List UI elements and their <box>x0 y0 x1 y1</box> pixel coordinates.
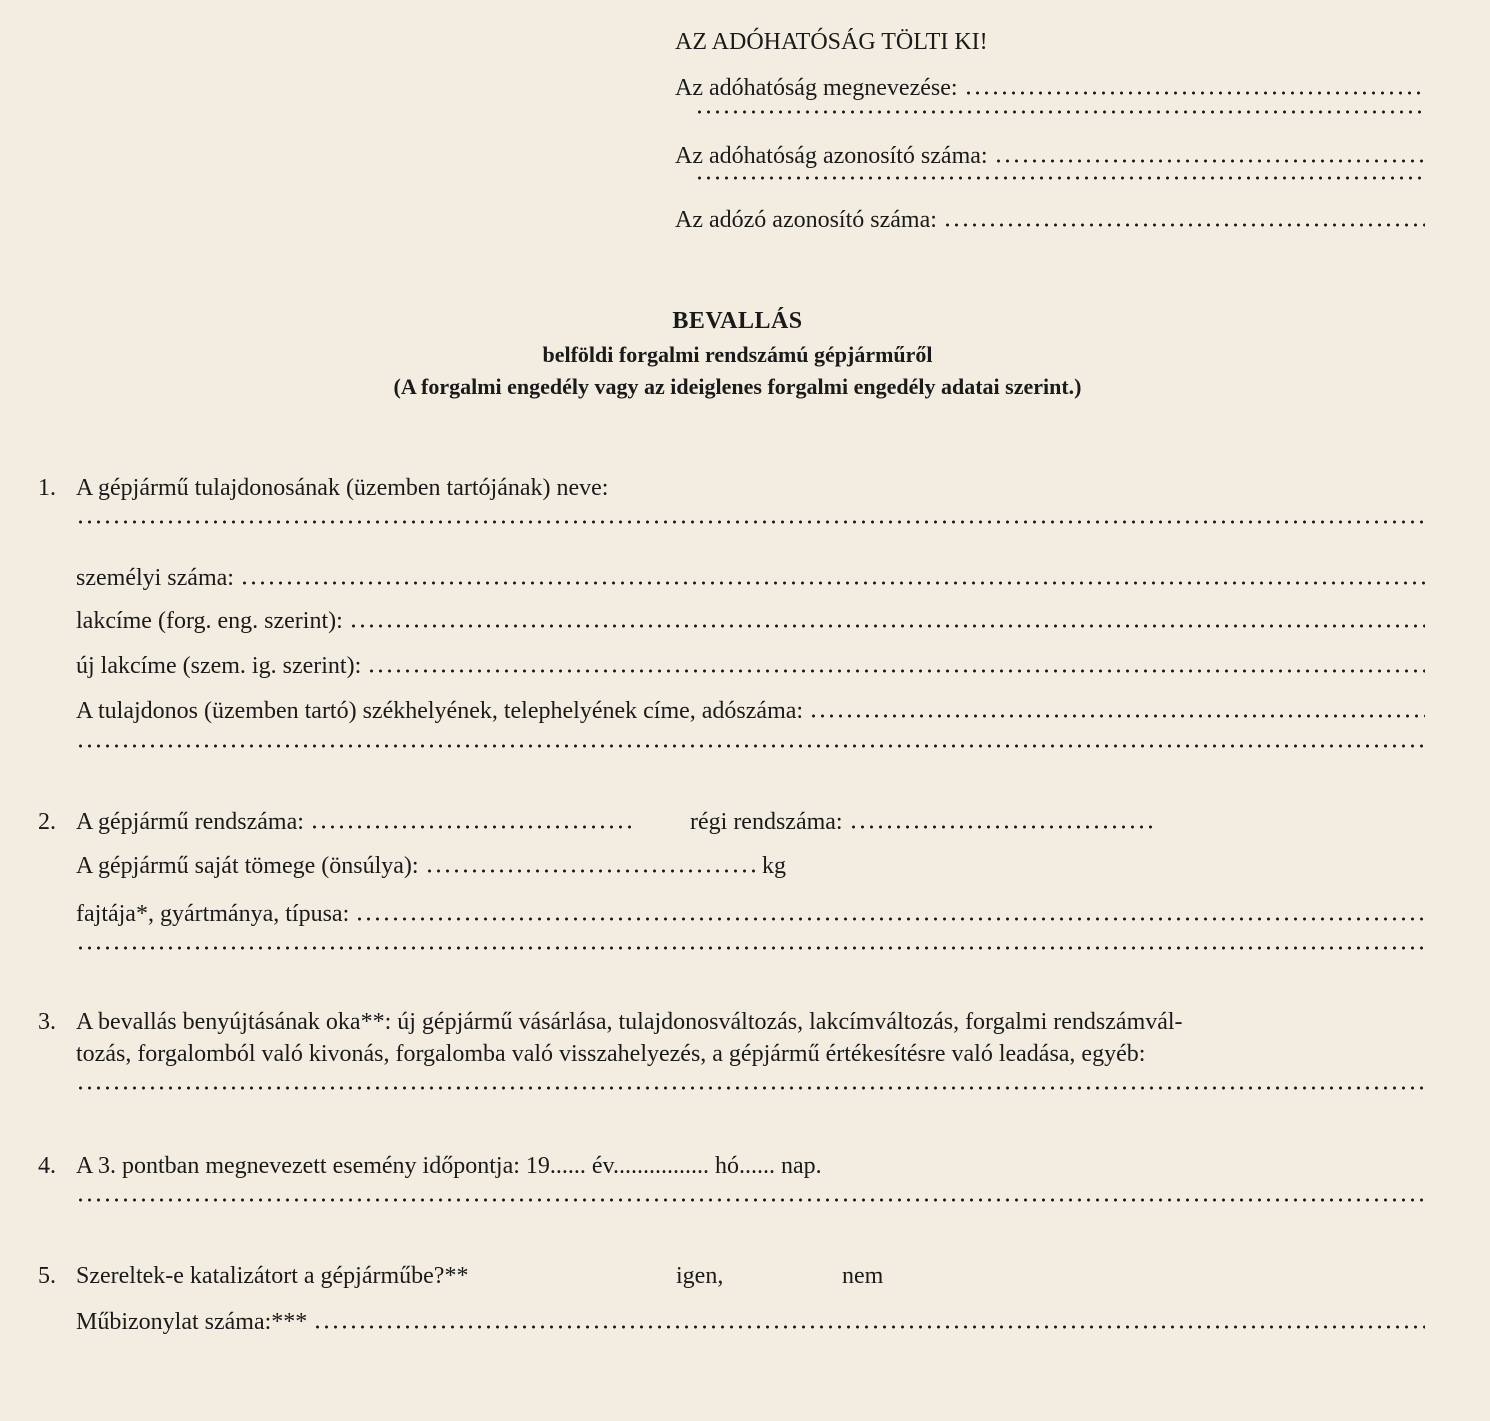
type-row2 <box>76 946 1425 950</box>
form-subtitle: belföldi forgalmi rendszámú gépjárműről <box>542 342 933 367</box>
event-date-label: A 3. pontban megnevezett esemény időpontja: 19...... év................ hó...... nap. <box>76 1153 822 1179</box>
seat-row2 <box>76 744 1425 748</box>
reason-row <box>76 1086 1425 1090</box>
seat-label: A tulajdonos (üzemben tartó) székhelyének, telephelyének címe, adószáma: <box>76 698 804 724</box>
taxpayer-id-field[interactable] <box>943 223 1425 227</box>
seat-field[interactable] <box>809 714 1425 718</box>
new-address-row <box>76 652 1425 680</box>
personal-number-label: személyi száma: <box>76 565 234 591</box>
type-field-2[interactable] <box>76 946 1425 950</box>
section5-number: 5. <box>38 1263 56 1289</box>
section1-number: 1. <box>38 475 56 501</box>
cert-field[interactable] <box>313 1325 1425 1329</box>
old-plate-row <box>690 808 1152 836</box>
owner-name-field[interactable] <box>76 520 1425 524</box>
address-field[interactable] <box>349 624 1425 628</box>
old-plate-field[interactable] <box>849 825 1152 829</box>
form-title: BEVALLÁS <box>672 308 803 334</box>
authority-id-field-2[interactable] <box>695 176 1425 180</box>
reason-line1: A bevallás benyújtásának oka**: új gépjármű vásárlása, tulajdonosváltozás, lakcímváltozás, forgalmi rendszámvál- <box>76 1009 1183 1035</box>
plate-label: A gépjármű rendszáma: <box>76 809 304 835</box>
address-row <box>76 607 1425 635</box>
authority-heading: AZ ADÓHATÓSÁG TÖLTI KI! <box>675 29 988 55</box>
event-field[interactable] <box>76 1198 1425 1202</box>
seat-row <box>76 697 1425 725</box>
weight-label: A gépjármű saját tömege (önsúlya): <box>76 853 419 879</box>
authority-name-row2 <box>695 110 1425 114</box>
cert-label: Műbizonylat száma:*** <box>76 1309 308 1335</box>
section2-number: 2. <box>38 809 56 835</box>
personal-number-row <box>76 564 1425 592</box>
section3-number: 3. <box>38 1009 56 1035</box>
plate-field[interactable] <box>310 825 636 829</box>
catalyst-no[interactable]: nem <box>842 1263 884 1289</box>
type-label: fajtája*, gyártmánya, típusa: <box>76 901 350 927</box>
catalyst-question: Szereltek-e katalizátort a gépjárműbe?** <box>76 1263 469 1289</box>
authority-id-field[interactable] <box>994 159 1425 163</box>
new-address-field[interactable] <box>367 669 1425 673</box>
reason-line2: tozás, forgalomból való kivonás, forgalomba való visszahelyezés, a gépjármű értékesítésre való leadása, egyéb: <box>76 1041 1146 1067</box>
weight-field[interactable] <box>425 869 756 873</box>
authority-name-label: Az adóhatóság megnevezése: <box>675 75 958 101</box>
weight-row <box>76 852 786 880</box>
owner-name-label: A gépjármű tulajdonosának (üzemben tartójának) neve: <box>76 475 609 501</box>
weight-unit: kg <box>762 853 786 879</box>
type-row <box>76 900 1425 928</box>
old-plate-label: régi rendszáma: <box>690 809 843 835</box>
reason-field[interactable] <box>76 1086 1425 1090</box>
form-note: (A forgalmi engedély vagy az ideiglenes forgalmi engedély adatai szerint.) <box>393 374 1082 399</box>
personal-number-field[interactable] <box>240 581 1425 585</box>
authority-name-field[interactable] <box>964 91 1425 95</box>
taxpayer-id-row <box>675 206 1425 234</box>
seat-field-2[interactable] <box>76 744 1425 748</box>
authority-id-row <box>675 142 1425 170</box>
event-row <box>76 1198 1425 1202</box>
taxpayer-id-label: Az adózó azonosító száma: <box>675 207 937 233</box>
section4-number: 4. <box>38 1153 56 1179</box>
cert-row <box>76 1308 1425 1336</box>
authority-name-field-2[interactable] <box>695 110 1425 114</box>
authority-id-row2 <box>695 176 1425 180</box>
plate-row <box>76 808 636 836</box>
authority-id-label: Az adóhatóság azonosító száma: <box>675 143 988 169</box>
catalyst-yes[interactable]: igen, <box>676 1263 724 1289</box>
new-address-label: új lakcíme (szem. ig. szerint): <box>76 653 362 679</box>
type-field[interactable] <box>355 917 1425 921</box>
authority-name-row <box>675 74 1425 102</box>
owner-name-row <box>76 520 1425 524</box>
address-label: lakcíme (forg. eng. szerint): <box>76 608 343 634</box>
